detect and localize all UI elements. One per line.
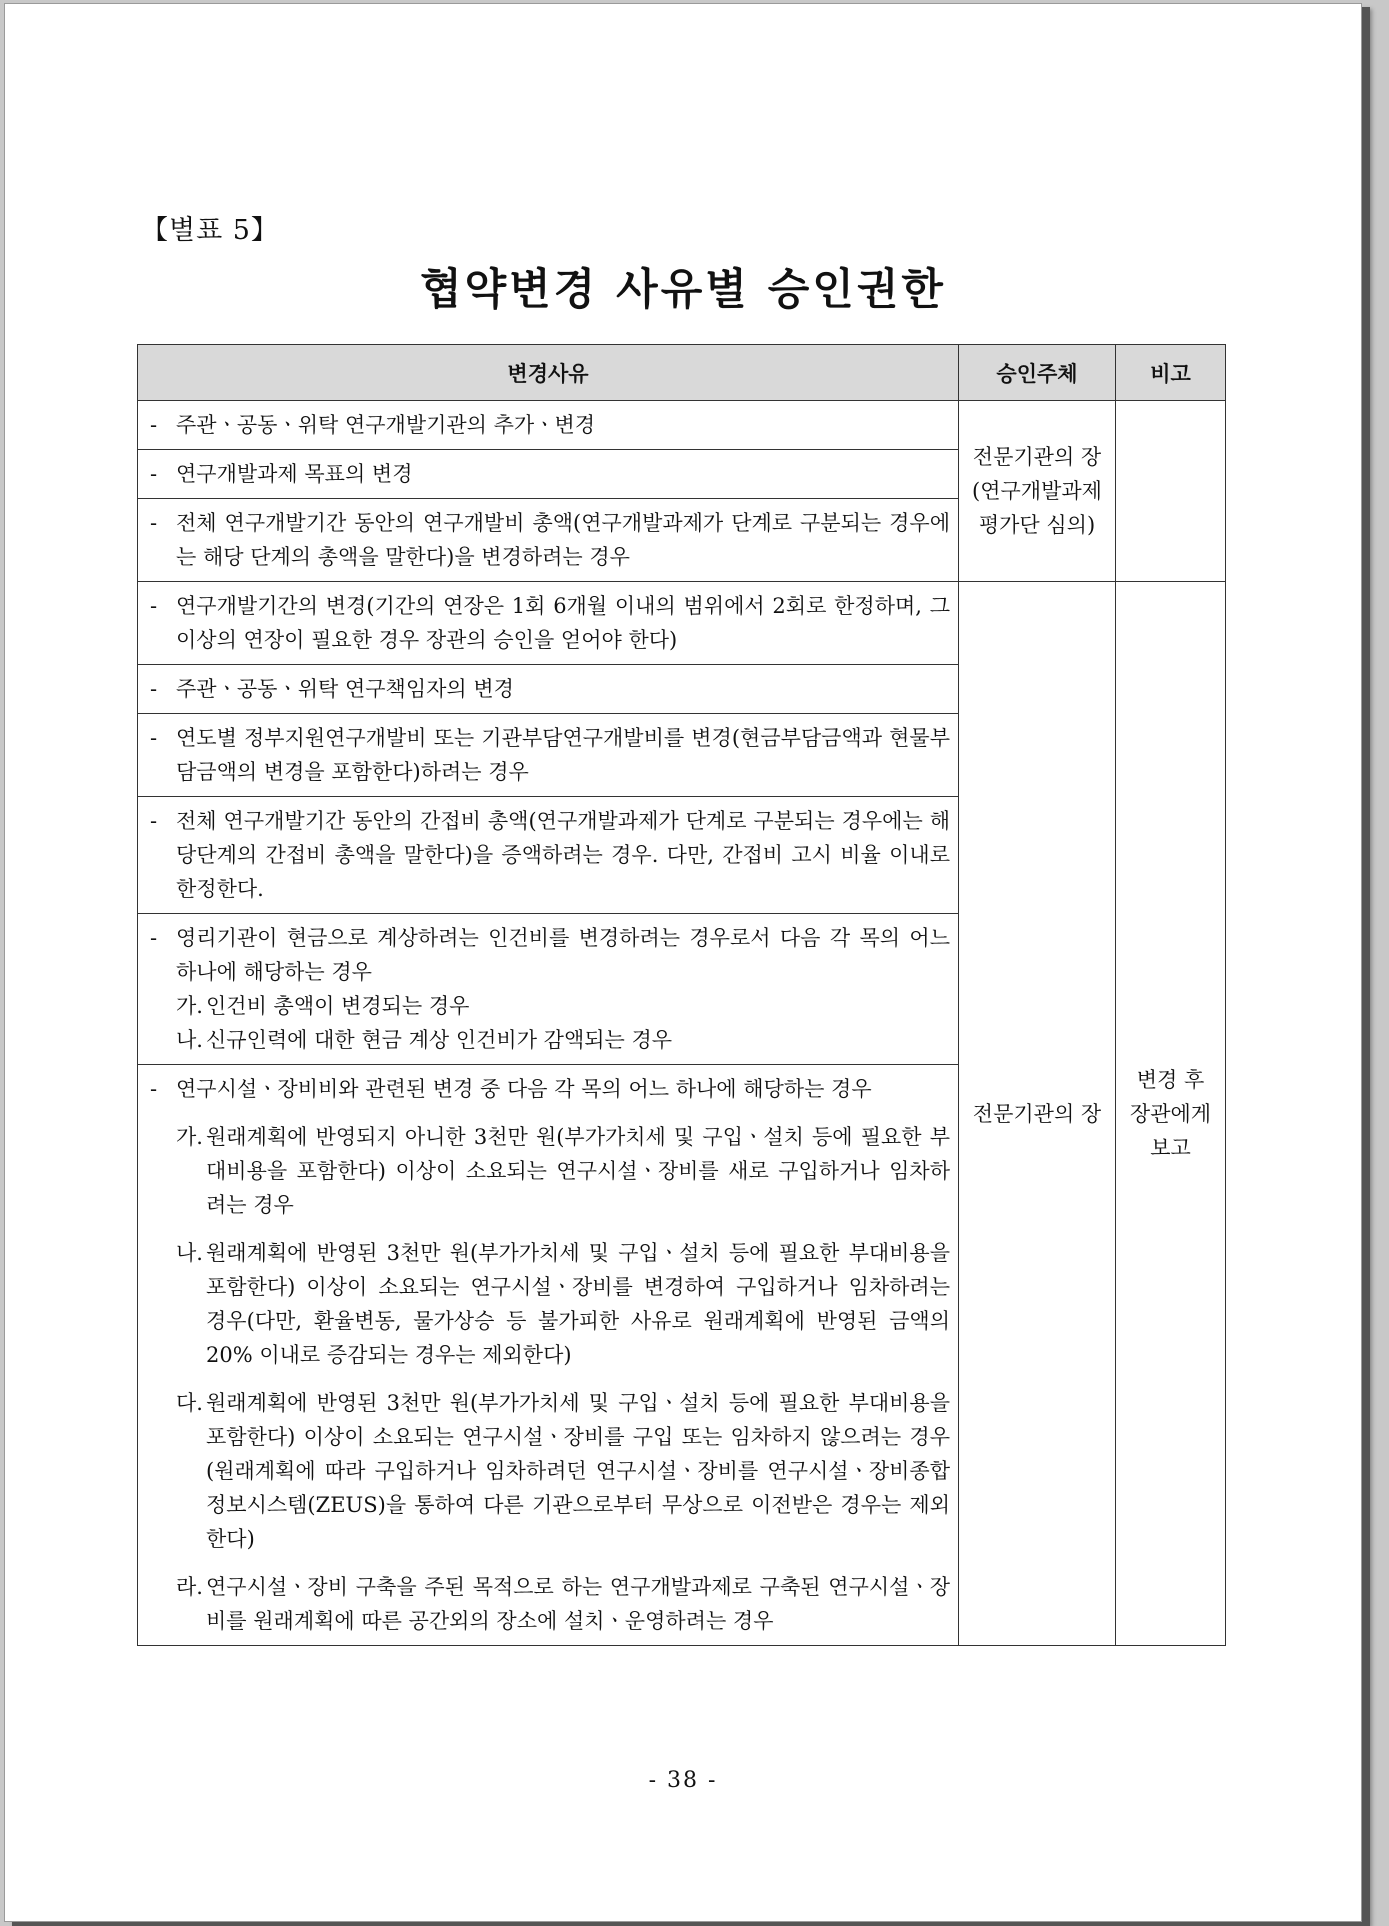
reason-cell (138, 401, 959, 450)
sub-item (150, 1386, 950, 1556)
table-row (138, 582, 1226, 665)
approver-line: 전문기관의 장 (972, 1101, 1102, 1126)
sub-text: 원래계획에 반영되지 아니한 3천만 원(부가가치세 및 구입ㆍ설치 등에 필요한 부대비용을 포함한다) 이상이 소요되는 연구시설ㆍ장비를 새로 구입하거나 임차하려는 경우 (206, 1125, 950, 1217)
sub-marker: 가. (176, 1125, 203, 1149)
item-dash: - (150, 677, 158, 701)
item-dash: - (150, 1077, 158, 1101)
sub-marker: 가. (176, 994, 203, 1018)
item-dash: - (150, 413, 158, 437)
reason-cell (138, 714, 959, 797)
reason-text: 연구개발기간의 변경(기간의 연장은 1회 6개월 이내의 범위에서 2회로 한정하며, 그 이상의 연장이 필요한 경우 장관의 승인을 얻어야 한다) (176, 594, 950, 652)
note-line: 보고 (1150, 1135, 1191, 1160)
table-row (138, 401, 1226, 450)
note-line: 장관에게 (1129, 1101, 1212, 1126)
table-header-row (138, 345, 1226, 401)
sub-item (150, 1023, 950, 1057)
note-line: 변경 후 (1136, 1067, 1205, 1092)
reason-cell (138, 797, 959, 914)
header-reason: 변경사유 (138, 345, 959, 401)
reason-text: 연구개발과제 목표의 변경 (176, 462, 413, 486)
header-approver: 승인주체 (959, 345, 1116, 401)
reason-cell (138, 450, 959, 499)
sub-item (150, 1120, 950, 1222)
reason-text: 전체 연구개발기간 동안의 연구개발비 총액(연구개발과제가 단계로 구분되는 경우에는 해당 단계의 총액을 말한다)을 변경하려는 경우 (176, 511, 950, 569)
item-dash: - (150, 462, 158, 486)
sub-text: 연구시설ㆍ장비 구축을 주된 목적으로 하는 연구개발과제로 구축된 연구시설ㆍ장비를 원래계획에 따른 공간외의 장소에 설치ㆍ운영하려는 경우 (206, 1575, 950, 1633)
reason-cell (138, 499, 959, 582)
item-dash: - (150, 594, 158, 618)
header-note: 비고 (1116, 345, 1226, 401)
approver-line: (연구개발과제 (972, 479, 1102, 503)
sub-text: 인건비 총액이 변경되는 경우 (206, 994, 470, 1018)
reason-text: 전체 연구개발기간 동안의 간접비 총액(연구개발과제가 단계로 구분되는 경우에는 해당단계의 간접비 총액을 말한다)을 증액하려는 경우. 다만, 간접비 고시 비율 이내로 한정한다. (176, 809, 950, 901)
reason-cell (138, 914, 959, 1065)
sub-text: 신규인력에 대한 현금 계상 인건비가 감액되는 경우 (206, 1028, 673, 1052)
reason-cell (138, 582, 959, 665)
reason-cell (138, 1065, 959, 1646)
reason-cell (138, 665, 959, 714)
reason-text: 연도별 정부지원연구개발비 또는 기관부담연구개발비를 변경(현금부담금액과 현물부담금액의 변경을 포함한다)하려는 경우 (176, 726, 950, 784)
sub-text: 원래계획에 반영된 3천만 원(부가가치세 및 구입ㆍ설치 등에 필요한 부대비용을 포함한다) 이상이 소요되는 연구시설ㆍ장비를 변경하여 구입하거나 임차하려는 경우(다만, 환율변동, 물가상승 등 불가피한 사유로 원래계획에 반영된 금액의 20% 이내로 증감되는 경우는 제외한다) (206, 1241, 950, 1367)
sub-marker: 라. (176, 1575, 203, 1599)
sub-marker: 나. (176, 1241, 203, 1265)
sub-text: 원래계획에 반영된 3천만 원(부가가치세 및 구입ㆍ설치 등에 필요한 부대비용을 포함한다) 이상이 소요되는 연구시설ㆍ장비를 구입 또는 임차하지 않으려는 경우(원래계획에 따라 구입하거나 임차하려던 연구시설ㆍ장비를 연구시설ㆍ장비종합정보시스템(ZEUS)을 통하여 다른 기관으로부터 무상으로 이전받은 경우는 제외한다) (206, 1391, 950, 1551)
note-cell-empty (1116, 401, 1226, 582)
approver-line: 평가단 심의) (978, 513, 1096, 537)
reason-text: 영리기관이 현금으로 계상하려는 인건비를 변경하려는 경우로서 다음 각 목의 어느 하나에 해당하는 경우 (176, 926, 950, 984)
sub-item (150, 1236, 950, 1372)
note-cell (1116, 582, 1226, 1646)
item-dash: - (150, 809, 158, 833)
appendix-label: 【별표 5】 (141, 215, 279, 246)
reason-text: 주관ㆍ공동ㆍ위탁 연구책임자의 변경 (176, 677, 514, 701)
approval-authority-table (137, 344, 1226, 1646)
reason-text: 주관ㆍ공동ㆍ위탁 연구개발기관의 추가ㆍ변경 (176, 413, 596, 437)
sub-item (150, 1570, 950, 1638)
approver-cell-group1 (959, 401, 1116, 582)
item-dash: - (150, 926, 158, 950)
sub-marker: 나. (176, 1028, 203, 1052)
approver-line: 전문기관의 장 (972, 445, 1102, 469)
item-dash: - (150, 511, 158, 535)
reason-text: 연구시설ㆍ장비비와 관련된 변경 중 다음 각 목의 어느 하나에 해당하는 경우 (176, 1077, 872, 1101)
approver-cell-group2 (959, 582, 1116, 1646)
sub-item (150, 989, 950, 1023)
sub-marker: 다. (176, 1391, 203, 1415)
item-dash: - (150, 726, 158, 750)
page-number: - 38 - (648, 1768, 718, 1793)
page-title: 협약변경 사유별 승인권한 (420, 265, 946, 315)
document-page (4, 3, 1362, 1922)
